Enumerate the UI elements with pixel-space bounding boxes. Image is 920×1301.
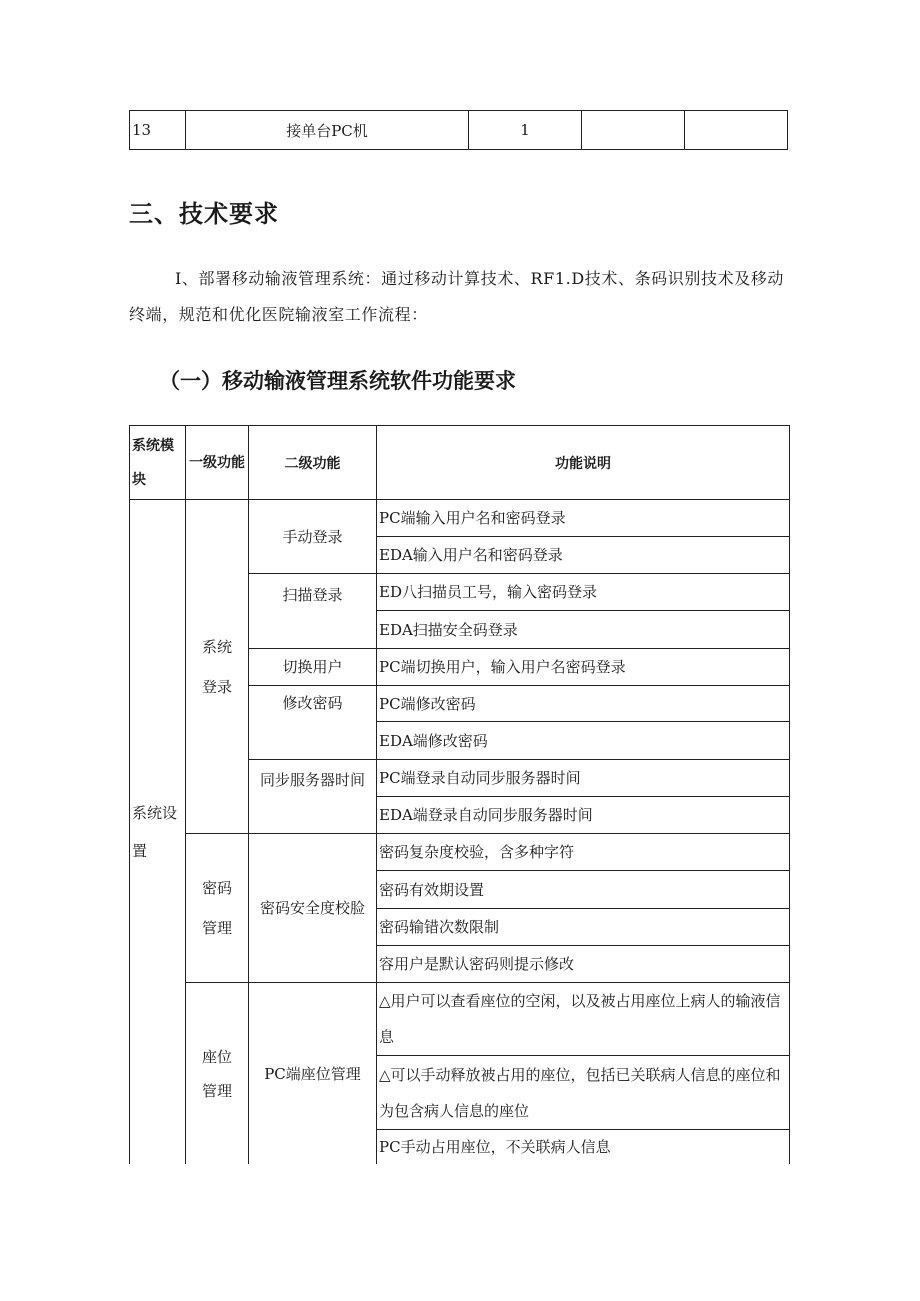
level2-change-password: 修改密码	[249, 686, 377, 760]
row-number: 13	[130, 111, 186, 150]
desc-cell: △可以手动释放被占用的座位，包括已关联病人信息的座位和为包含病人信息的座位	[377, 1056, 790, 1130]
level2-pc-seat: PC端座位管理	[249, 983, 377, 1165]
level2-manual-login: 手动登录	[249, 500, 377, 574]
desc-cell: 容用户是默认密码则提示修改	[377, 946, 790, 983]
level2-password-check: 密码安全度校脸	[249, 834, 377, 983]
desc-cell: PC手动占用座位，不关联病人信息	[377, 1130, 790, 1165]
header-module: 系统模块	[130, 426, 186, 500]
desc-cell: EDA端修改密码	[377, 722, 790, 760]
module-cell: 系统设置	[130, 500, 186, 1165]
level2-scan-login: 扫描登录	[249, 574, 377, 649]
item-quantity: 1	[469, 111, 582, 150]
desc-cell: EDA扫描安全码登录	[377, 611, 790, 649]
level1-login: 系统登录	[186, 500, 249, 834]
level1-seat: 座位管理	[186, 983, 249, 1165]
function-table	[129, 425, 790, 1164]
level1-password: 密码管理	[186, 834, 249, 983]
desc-cell: EDA端登录自动同步服务器时间	[377, 797, 790, 834]
desc-cell: PC端输入用户名和密码登录	[377, 500, 790, 537]
desc-cell: △用户可以查看座位的空闲，以及被占用座位上病人的输液信息	[377, 983, 790, 1056]
item-name: 接单台PC机	[186, 111, 469, 150]
empty-cell	[582, 111, 685, 150]
desc-cell: PC端修改密码	[377, 686, 790, 722]
header-row	[130, 426, 790, 500]
table-row	[130, 983, 790, 1056]
table-row	[130, 111, 788, 150]
level2-switch-user: 切换用户	[249, 649, 377, 686]
equipment-table	[129, 110, 788, 150]
header-level2: 二级功能	[249, 426, 377, 500]
desc-cell: ED八扫描员工号，输入密码登录	[377, 574, 790, 611]
table-row	[130, 500, 790, 537]
intro-paragraph: I、部署移动输液管理系统：通过移动计算技术、RF1.D技术、条码识别技术及移动终端，规范和优化医院输液室工作流程：	[129, 269, 784, 324]
desc-cell: EDA输入用户名和密码登录	[377, 537, 790, 574]
header-desc: 功能说明	[377, 426, 790, 500]
table-row	[130, 834, 790, 871]
desc-cell: 密码有效期设置	[377, 871, 790, 909]
desc-cell: 密码输错次数限制	[377, 909, 790, 946]
level2-sync-time: 同步服务器时间	[249, 760, 377, 834]
section-title: 三、技术要求	[129, 200, 279, 228]
desc-cell: PC端登录自动同步服务器时间	[377, 760, 790, 797]
empty-cell	[685, 111, 788, 150]
desc-cell: PC端切换用户，输入用户名密码登录	[377, 649, 790, 686]
header-level1: 一级功能	[186, 426, 249, 500]
desc-cell: 密码复杂度校验，含多种字符	[377, 834, 790, 871]
subsection-title: （一）移动输液管理系统软件功能要求	[159, 369, 516, 393]
